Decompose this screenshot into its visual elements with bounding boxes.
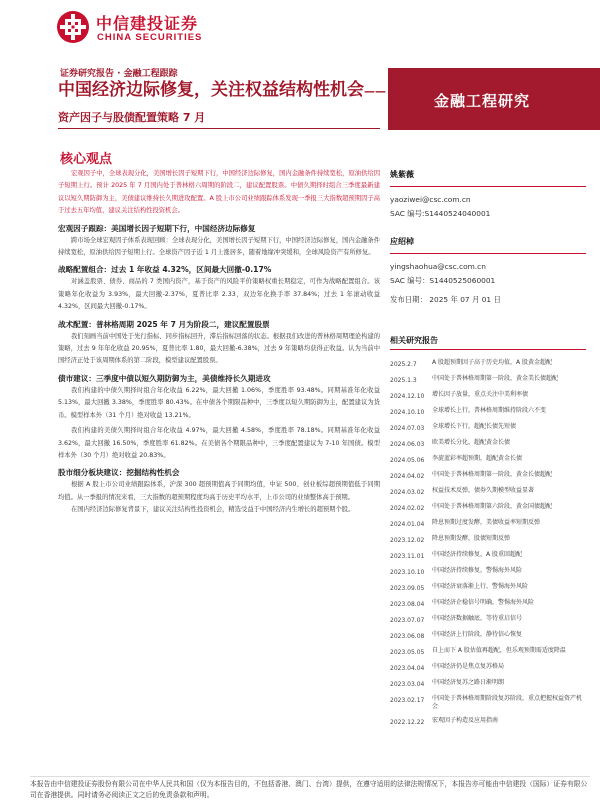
related-report-item[interactable] xyxy=(390,548,586,564)
related-report-date: 2024.05.06 xyxy=(390,457,425,464)
related-report-date: 2023.03.04 xyxy=(390,681,425,688)
related-report-title[interactable]: 中国经济复苏之路日渐明朗 xyxy=(432,679,505,686)
tactical-paragraph: 我们刻画当前中国处于先行指标、同步指标回升，滞后指标回落的状态。根据我们改进的普林格周期理论构建的策略，过去 9 年年化收益 20.95%，夏普比率 1.80，最大回撤-6.38%，过去 9 年策略均获得正收益。认为当前中国经济正处于该周期体系的第二阶段，模型建议配置股票。 xyxy=(58,332,380,365)
publish-date: 发布日期： 2025 年 07 月 01 日 xyxy=(390,295,501,304)
related-report-date: 2025.1.3 xyxy=(390,377,417,384)
related-report-item[interactable] xyxy=(390,452,586,468)
related-reports-list xyxy=(390,356,586,730)
related-report-title[interactable]: 增长因子放量，重点关注中美利率债 xyxy=(432,391,529,398)
related-report-item[interactable] xyxy=(390,596,586,612)
related-report-date: 2024.12.10 xyxy=(390,393,425,400)
banner-label: 金融工程研究 xyxy=(434,92,531,110)
related-report-item[interactable] xyxy=(390,714,586,730)
related-report-date: 2024.07.03 xyxy=(390,425,425,432)
related-report-date: 2024.01.04 xyxy=(390,521,425,528)
related-divider xyxy=(390,349,586,350)
related-report-date: 2024.04.02 xyxy=(390,473,425,480)
related-report-date: 2023.08.04 xyxy=(390,601,425,608)
summary-paragraph: 宏观因子中，全球表现分化，美国增长因子短期下行，中国经济边际修复，国内金融条件持续宽松，原油供给因子短期上行。预计 2025 年 7 月国内处于普林格六周期的阶段二，建议配置股票。中债久期择时组合三季度最新建议以短久期防御为主，美债建议维持长久期进攻配置。A 股上市公司业绩跟踪体系发现一季报三大指数超预期因子高于过去五年均值，建议关注结构性投资机会。 xyxy=(58,170,380,215)
related-report-date: 2025.2.7 xyxy=(390,361,417,368)
brand-name-cn: 中信建投证券 xyxy=(96,14,199,33)
title-main: 中国经济边际修复，关注权益结构性机会 xyxy=(58,80,364,100)
related-report-title[interactable]: 中国经济企稳信号明确，警惕海外风险 xyxy=(432,599,535,606)
analyst-name: 姚紫薇 xyxy=(390,170,414,179)
company-logo xyxy=(56,10,226,54)
related-report-item[interactable] xyxy=(390,612,586,628)
related-report-item[interactable] xyxy=(390,660,586,676)
related-report-title[interactable]: 中国处于普林格周期第一阶段，黄金美长债超配 xyxy=(432,375,559,382)
related-report-item[interactable] xyxy=(390,564,586,580)
sidebar xyxy=(390,168,586,730)
related-report-title[interactable]: 中国经济衰落渐上行，警惕海外风险 xyxy=(432,583,529,590)
analyst-block xyxy=(390,235,586,288)
related-report-title[interactable]: 降息预期发酵，股债短期反弹 xyxy=(432,535,511,542)
title-sub: ——资产因子与股债配置策略 7 月 xyxy=(58,85,386,124)
related-report-date: 2022.12.22 xyxy=(390,719,425,726)
analyst-divider xyxy=(390,253,586,254)
analyst-email[interactable]: yingshaohua@csc.com.cn xyxy=(390,262,486,271)
related-report-item[interactable] xyxy=(390,356,586,372)
related-report-item[interactable] xyxy=(390,676,586,692)
related-report-item[interactable] xyxy=(390,516,586,532)
related-report-item[interactable] xyxy=(390,436,586,452)
related-report-title[interactable]: 全球增长下行，超配长债先短债 xyxy=(432,423,517,430)
analyst-block xyxy=(390,168,586,221)
cn-bond-paragraph: 我们构建的中债久期择时组合年化收益 6.22%，最大回撤 1.06%，季度胜率 93.48%。同期基准年化收益 5.13%，最大回撤 3.38%，季度胜率 80.43%。在中债各个期限品种中，三季度以短久期防御为主，配置建议为货币。模型样本外（31 个月）绝对收益 13.21%。 xyxy=(58,386,380,419)
related-report-title[interactable]: 中国经济数据触底，等待重启信号 xyxy=(432,615,523,622)
macro-paragraph: 跨市场全球宏观因子体系表现回顾：全球表现分化，美国增长因子短期下行，中国经济边际修复，国内金融条件持续宽松，原油供给因子短期上行。全球资产因子近 1 月上涨居多，随着地缘冲突缓和，全球风险资产有所修复。 xyxy=(58,236,380,257)
tactical-heading: 战术配置：普林格周期 2025 年 7 月为阶段二，建议配置股票 xyxy=(58,319,270,329)
related-report-title[interactable]: 宏观因子构造及应用指南 xyxy=(432,717,499,724)
related-report-item[interactable] xyxy=(390,580,586,596)
equity-heading: 股市细分板块建议：挖掘结构性机会 xyxy=(58,468,180,478)
analyst-email[interactable]: yaoziwei@csc.com.cn xyxy=(390,195,471,204)
related-report-item[interactable] xyxy=(390,468,586,484)
related-report-item[interactable] xyxy=(390,692,586,714)
strategic-paragraph: 对涵盖股票、债券、商品的 7 类国内资产，基于资产的风险平价策略权重长期稳定，可作为战略配置组合。该策略年化收益为 3.93%，最大回撤-2.37%，夏普比率 2.33，双边年化换手率 37.84%；过去 1 年滚动收益 4.32%，区间最大回撤-0.17%。 xyxy=(58,278,380,311)
analyst-sac: SAC 编号：S1440525060001 xyxy=(390,276,496,285)
related-report-title[interactable]: 中国经济上行阶段，静待信心恢复 xyxy=(432,631,523,638)
related-report-date: 2023.04.04 xyxy=(390,665,425,672)
related-reports-title: 相关研究报告 xyxy=(390,336,438,345)
macro-heading: 宏观因子跟踪：美国增长因子短期下行，中国经济边际修复 xyxy=(58,223,256,233)
related-report-date: 2024.02.02 xyxy=(390,505,425,512)
related-report-item[interactable] xyxy=(390,628,586,644)
related-report-title[interactable]: 欧美增长分化，超配黄金长债 xyxy=(432,439,511,446)
related-report-title[interactable]: 中国处于普林格周期阶段复苏阶段，重点把握权益资产机会 xyxy=(432,695,583,710)
related-report-item[interactable] xyxy=(390,532,586,548)
related-report-title[interactable]: 中国经济仍是焦点复苏格局 xyxy=(432,663,505,670)
related-report-item[interactable] xyxy=(390,404,586,420)
report-title xyxy=(58,78,388,130)
related-report-item[interactable] xyxy=(390,388,586,404)
related-report-item[interactable] xyxy=(390,500,586,516)
disclaimer-footer: 本报告由中信建投证券股份有限公司在中华人民共和国（仅为本报告目的，不包括香港、澳门、台湾）提供，在遵守适用的法律法规情况下，本报告亦可能由中信建投（国际）证券有限公司在香港提供。同时请务必阅读正文之后的免责条款和声明。 xyxy=(30,776,590,800)
analyst-sac: SAC 编号:S1440524040001 xyxy=(390,209,491,218)
related-report-item[interactable] xyxy=(390,644,586,660)
related-report-title[interactable]: 全球增长上行，普林格周期维持阶段六不变 xyxy=(432,407,547,414)
related-report-title[interactable]: 李旋蓝彩率超预期，超配黄金长债 xyxy=(432,455,523,462)
equity-paragraph-1: 根据 A 股上市公司业绩跟踪体系，沪深 300 超预期值高于同期均值，中证 500、创业板综超预期值低于同期均值。从一季报的情况来看，三大指数的超预期程度均高于历史平均水平，上市公司的业绩整体高于预期。 xyxy=(58,481,380,501)
related-report-title[interactable]: 中国经济持续修复，警惕海外风险 xyxy=(432,567,523,574)
related-report-date: 2023.11.01 xyxy=(390,553,425,560)
title-divider xyxy=(58,128,380,129)
related-report-date: 2023.09.05 xyxy=(390,585,425,592)
category-banner xyxy=(388,68,600,130)
related-report-item[interactable] xyxy=(390,420,586,436)
related-report-date: 2023.12.02 xyxy=(390,537,425,544)
equity-paragraph-2: 在国内经济边际修复背景下，建议关注结构性投资机会，精选受益于中国经济内生增长的超预期个股。 xyxy=(71,506,355,514)
brand-mark-icon xyxy=(56,10,90,44)
bond-heading: 债市建议：三季度中债以短久期防御为主，美债维持长久期进攻 xyxy=(58,373,271,383)
related-report-title[interactable]: 降息预期过度发酵，美债收益率短期反弹 xyxy=(432,519,541,526)
related-report-title[interactable]: 中国经济持续修复，A 股重回超配 xyxy=(432,551,523,558)
strategic-heading: 战略配置组合：过去 1 年收益 4.32%，区间最大回撤-0.17% xyxy=(58,265,272,275)
related-report-date: 2024.03.02 xyxy=(390,489,425,496)
related-report-title[interactable]: 自上而下 A 股估值再超配，但乐观预期需适度降温 xyxy=(432,647,566,654)
related-report-date: 2024.06.03 xyxy=(390,441,425,448)
related-report-date: 2023.02.17 xyxy=(390,697,425,704)
related-report-date: 2023.06.08 xyxy=(390,633,425,640)
related-report-date: 2023.10.10 xyxy=(390,569,425,576)
brand-name-en: CHINA SECURITIES xyxy=(97,32,203,43)
us-bond-paragraph: 我们构建的美债久期择时组合年化收益 4.97%，最大回撤 4.58%，季度胜率 78.18%。同期基准年化收益 3.62%，最大回撤 16.50%，季度胜率 61.82%。在美债各个期限品种中，三季度配置建议为 7-10 年国债。模型样本外（30 个月）绝对收益 20.83%。 xyxy=(58,427,380,459)
related-report-title[interactable]: 中国处于普林格周期第六阶段，黄金国债超配 xyxy=(432,503,553,510)
related-report-title[interactable]: 权益技术反弹，债券久期模型收益显著 xyxy=(432,487,535,494)
analyst-divider xyxy=(390,186,586,187)
related-report-item[interactable] xyxy=(390,484,586,500)
main-content xyxy=(58,168,380,517)
report-type: 证券研究报告 · 金融工程跟踪 xyxy=(60,69,178,79)
section-heading: 核心观点 xyxy=(60,152,113,167)
related-report-date: 2023.05.05 xyxy=(390,649,425,656)
analyst-name: 应绍棹 xyxy=(390,237,414,246)
related-report-item[interactable] xyxy=(390,372,586,388)
related-report-title[interactable]: 中国处于普林格周期第一阶段，黄金长债超配 xyxy=(432,471,553,478)
related-report-date: 2024.10.10 xyxy=(390,409,425,416)
related-report-date: 2023.07.07 xyxy=(390,617,425,624)
related-report-title[interactable]: A 股超预期因子高于历史均值，A 股黄金超配 xyxy=(432,359,553,366)
